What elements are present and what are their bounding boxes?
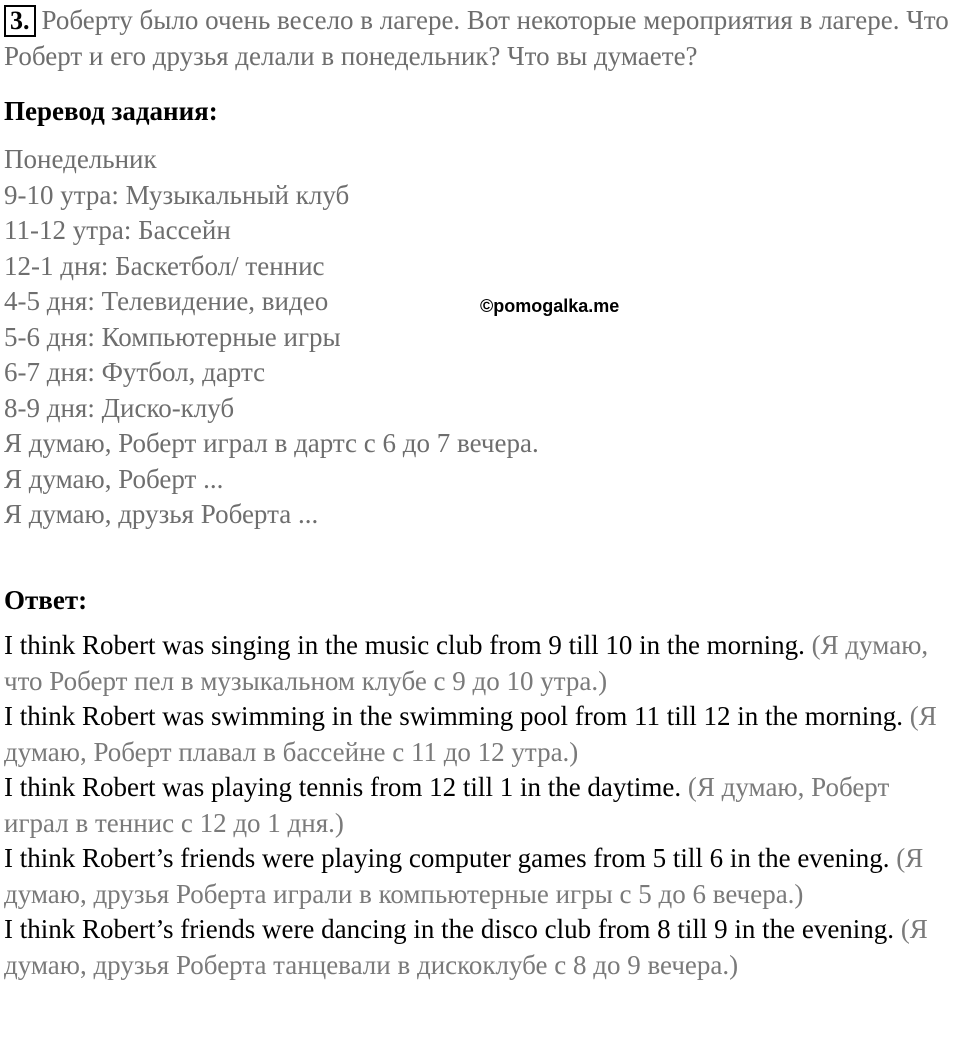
schedule-item: 9-10 утра: Музыкальный клуб <box>4 179 350 210</box>
answer-list <box>4 628 960 983</box>
answer-item <box>4 699 960 770</box>
answer-item <box>4 628 960 699</box>
answer-english: I think Robert was playing tennis from 12 till 1 in the daytime. <box>4 772 682 802</box>
schedule-item: 11-12 утра: Бассейн <box>4 215 231 245</box>
task-text: Роберту было очень весело в лагере. Вот некоторые мероприятия в лагере. Что Роберт и его друзья делали в понедельник? Что вы думаете? <box>4 5 949 71</box>
task-statement <box>4 2 956 74</box>
answer-english: I think Robert was singing in the music club from 9 till 10 in the morning. <box>4 630 805 660</box>
answer-translation: (Я думаю, Роберт играл в теннис с 12 до 1 дня.) <box>4 772 890 838</box>
answer-translation: (Я думаю, что Роберт пел в музыкальном клубе с 9 до 10 утра.) <box>4 630 929 696</box>
answer-translation: (Я думаю, друзья Роберта танцевали в дискоклубе с 8 до 9 вечера.) <box>4 914 928 980</box>
schedule-list <box>4 142 704 533</box>
schedule-item: 5-6 дня: Компьютерные игры <box>4 321 341 352</box>
schedule-item: 12-1 дня: Баскетбол/ теннис <box>4 250 325 281</box>
answer-english: I think Robert’s friends were playing computer games from 5 till 6 in the evening. <box>4 843 890 873</box>
schedule-item: 8-9 дня: Диско-клуб <box>4 392 235 423</box>
answer-item <box>4 770 960 841</box>
answer-english: I think Robert was swimming in the swimming pool from 11 till 12 in the morning. <box>4 701 903 731</box>
answer-translation: (Я думаю, друзья Роберта играли в компьютерные игры с 5 до 6 вечера.) <box>4 843 924 909</box>
example-line: Я думаю, Роберт ... <box>4 463 224 494</box>
answer-item <box>4 841 960 912</box>
translation-heading: Перевод задания: <box>4 96 218 126</box>
schedule-day: Понедельник <box>4 144 157 174</box>
example-line: Я думаю, Роберт играл в дартс с 6 до 7 вечера. <box>4 428 539 458</box>
watermark: ©pomogalka.me <box>480 296 620 316</box>
answer-item <box>4 912 960 983</box>
schedule-item: 6-7 дня: Футбол, дартс <box>4 357 266 387</box>
answer-heading: Ответ: <box>4 585 88 615</box>
example-line: Я думаю, друзья Роберта ... <box>4 499 319 529</box>
schedule-item: 4-5 дня: Телевидение, видео <box>4 286 329 316</box>
task-number: 3. <box>4 5 36 37</box>
answer-translation: (Я думаю, Роберт плавал в бассейне с 11 до 12 утра.) <box>4 701 937 767</box>
answer-english: I think Robert’s friends were dancing in the disco club from 8 till 9 in the evening. <box>4 914 895 944</box>
